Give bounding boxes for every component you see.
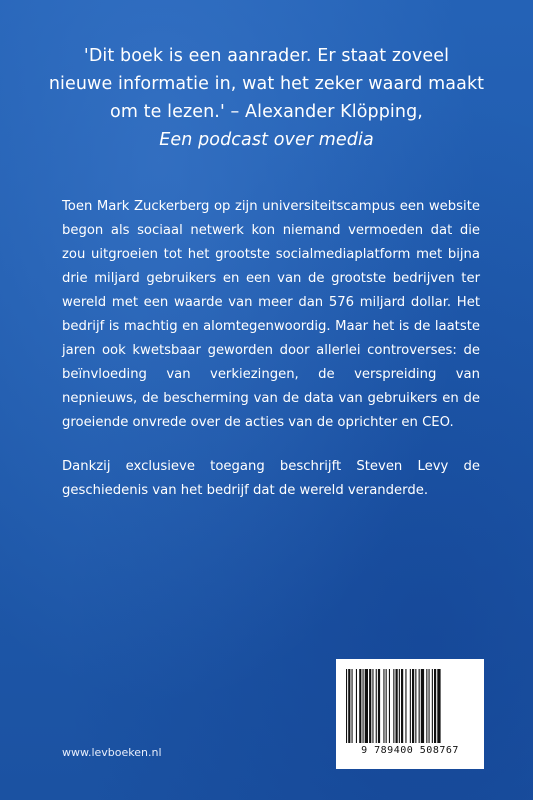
review-quote [40,42,493,154]
quote-line-1: 'Dit boek is een aanrader. Er staat zoveel [83,46,450,66]
isbn-number: 9 789400 508767 [361,745,459,756]
barcode [336,659,484,769]
blurb-paragraph-1: Toen Mark Zuckerberg op zijn universiteitscampus een website begon als sociaal netwerk kon niemand vermoeden dat die zou uitgroeien tot het grootste socialmediaplatform met bijna drie miljard gebruikers en een van de grootste bedrijven ter wereld met een waarde van meer dan 576 miljard dollar. Het bedrijf is machtig en alomtegenwoordig. Maar het is de laatste jaren ook kwetsbaar geworden door allerlei controverses: de beïnvloeding van verkiezingen, de verspreiding van nepnieuws, de bescherming van de data van gebruikers en de groeiende onvrede over de acties van de oprichter en CEO. [62,199,480,430]
quote-line-3: om te lezen.' – Alexander Klöpping, [110,102,423,122]
blurb [62,195,480,523]
publisher-url: www.levboeken.nl [62,746,162,759]
quote-line-2: nieuwe informatie in, wat het zeker waard maakt [48,74,485,94]
barcode-bars [342,669,478,743]
blurb-paragraph-2: Dankzij exclusieve toegang beschrijft Steven Levy de geschiedenis van het bedrijf dat de wereld veranderde. [62,459,480,498]
quote-source: Een podcast over media [159,130,374,150]
